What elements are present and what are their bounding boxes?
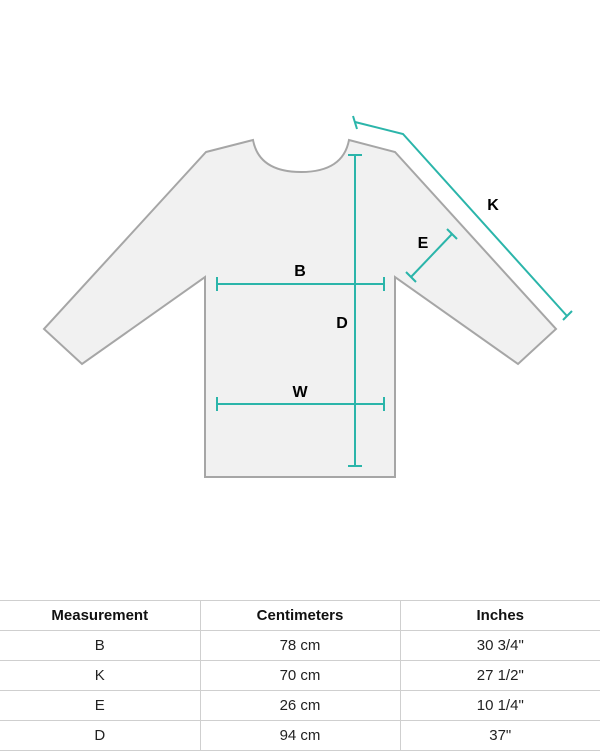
table-cell-measurement: D bbox=[0, 721, 200, 751]
sweater-outline bbox=[44, 140, 556, 477]
table-row bbox=[0, 661, 600, 691]
table-cell-inches: 30 3/4" bbox=[400, 631, 600, 661]
label-d: D bbox=[336, 315, 348, 332]
table-cell-measurement: K bbox=[0, 661, 200, 691]
table-cell-measurement: B bbox=[0, 631, 200, 661]
column-header-measurement: Measurement bbox=[0, 601, 200, 631]
table-row bbox=[0, 691, 600, 721]
table-cell-centimeters: 94 cm bbox=[200, 721, 400, 751]
table-cell-inches: 37" bbox=[400, 721, 600, 751]
table-cell-measurement: E bbox=[0, 691, 200, 721]
label-e: E bbox=[417, 235, 429, 252]
label-w: W bbox=[292, 384, 308, 401]
table-cell-centimeters: 78 cm bbox=[200, 631, 400, 661]
table-cell-inches: 10 1/4" bbox=[400, 691, 600, 721]
table-row bbox=[0, 721, 600, 751]
label-b: B bbox=[294, 263, 306, 280]
table-cell-inches: 27 1/2" bbox=[400, 661, 600, 691]
label-k: K bbox=[487, 197, 499, 214]
table-row bbox=[0, 631, 600, 661]
table-cell-centimeters: 70 cm bbox=[200, 661, 400, 691]
column-header-inches: Inches bbox=[400, 601, 600, 631]
table-header-row bbox=[0, 601, 600, 631]
table-cell-centimeters: 26 cm bbox=[200, 691, 400, 721]
size-table bbox=[0, 600, 600, 751]
column-header-centimeters: Centimeters bbox=[200, 601, 400, 631]
